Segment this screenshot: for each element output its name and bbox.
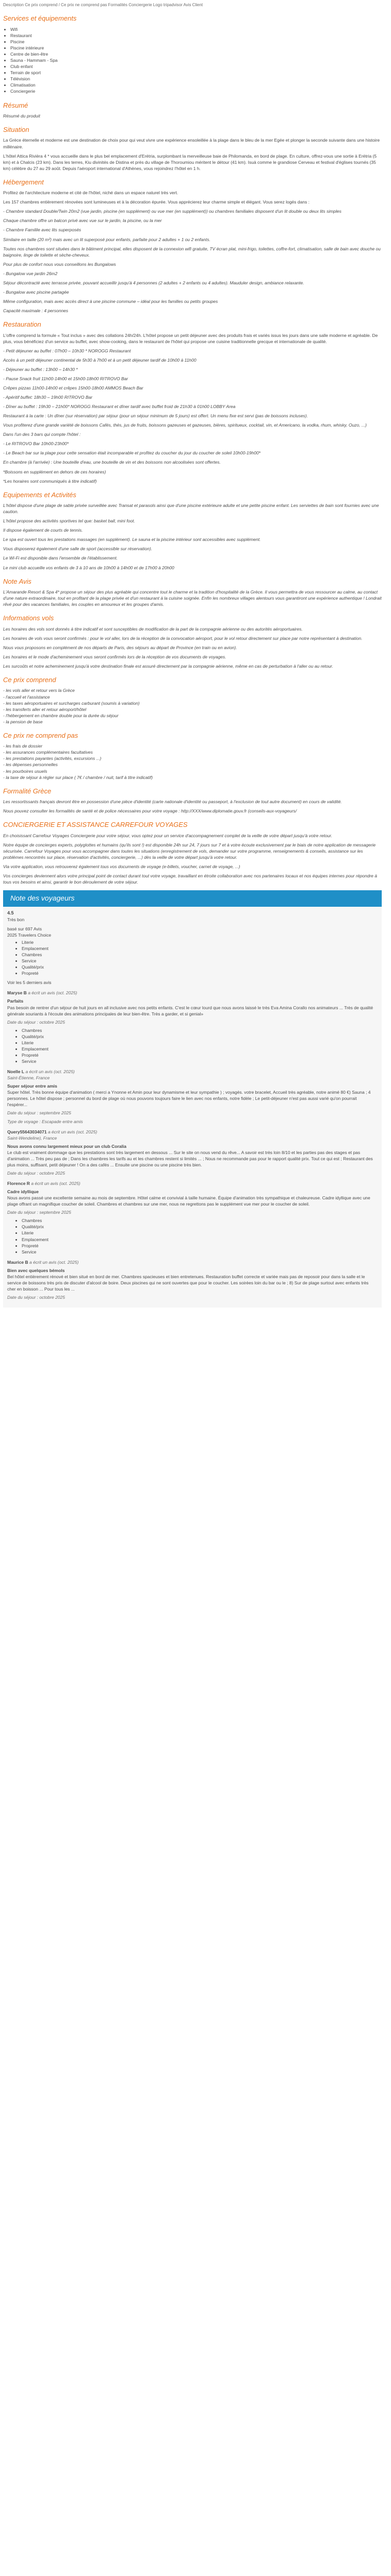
included-item: - les taxes aéroportuaires et surcharges carburant (soumis à variation) [3,700,140,706]
restauration-paragraph: - Le RITROVO Bar 10h00-23h00* [3,441,69,447]
review-meta: a écrit un avis (oct. 2025) [25,1069,75,1075]
situation-paragraph: L'hôtel Attica Rivièra 4 * vous accueille dans le plus bel emplacement d'Erétria, surplombant la merveilleuse baie de Philomanda, en bord de plage. En culture, offrez-vous une sortie à Erétria (5 km) et à Chalcis (23 km). Dans les terres, Kiu divinités de Distina et près du village de Thoroumiou méritent le détour (41 km). Isuà comme le grandiose Cerveau et festival d'églises tournés (35 km) célèbre du 27 au 29 août. Depuis l'aéroport international d'Athènes, vous rejoindrez l'hôtel en 1 h. [3,153,377,171]
review-meta: a écrit un avis (oct. 2025) [29,1259,79,1265]
review-date: Date du séjour : octobre 2025 [7,1170,65,1176]
criterion-item: • Propreté [22,1052,378,1058]
review-count: basé sur 697 Avis [7,926,42,931]
excluded-item: - les dépenses personnelles [3,762,58,768]
review-item [7,1129,378,1176]
hebergement-paragraph: Similaire en taille (20 m²) mais avec un lit superposé pour enfants, parfaite pour 2 adultes + 1 ou 2 enfants. [3,236,210,242]
criterion-item: • Chambres [22,952,378,958]
criterion-item: • Qualité/prix [22,964,378,970]
hebergement-paragraph: Chaque chambre offre un balcon privé avec vue sur le jardin, la piscine, ou la mer [3,218,162,224]
review-stay-type: Type de voyage : Escapade entre amis [7,1118,83,1124]
restauration-paragraph: Crêpes pizzas 11h00-14h00 et crêpes 15h00-18h00 AMMOS Beach Bar [3,385,143,391]
criterion-item: • Literie [22,939,378,945]
formalite-paragraph: Nous pouvez consulter les formalités de santé et de police nécessaires pour votre voyage : http://XXX/www.diplomatie.gouv.fr (conseils-aux-voyageurs/ [3,808,297,814]
review-title: Nous avons connu largement mieux pour un club Coralia [7,1143,126,1149]
traveler-notes [3,907,382,1308]
restauration-paragraph: En chambre (à l'arrivée) : Une bouteille d'eau, une bouteille de vin et des boissons non alcoolisées sont offertes. [3,460,221,465]
hebergement-paragraph: Séjour décontracté avec terrasse privée, pouvant accueillir jusqu'à 4 personnes (2 adultes + 2 enfants ou 4 adultes). Mauduler design, ambiance relaxante. [3,280,304,285]
review-title: Parfaits [7,998,24,1004]
section-nav-text: Description Ce prix comprend / Ce prix ne comprend pas Formalités Conciergerie Logo tripadvisor Avis Client [3,3,203,7]
restauration-paragraph: Vous profiterez d'une grande variété de boissons Cafés, thés, jus de fruits, boissons gazeuses et gazeuses, bières, spiritueux, cocktail, vin, et Americano, la vodka, rhum, whisky, Ouzo, ...) [3,422,367,428]
review-meta: a écrit un avis (oct. 2025) [28,990,77,996]
service-item: • Restaurant [10,32,382,39]
formalite-title: Formalité Grèce [3,787,52,795]
note-avis-title: Note Avis [3,577,31,585]
resume-title: Résumé [3,101,28,109]
review-text: Nous avons passé une excellente semaine au mois de septembre. Hôtel calme et convivial à taille humaine. Équipe d'animation très sympathique et chaleureuse. Cadre idyllique avec une plage offrant un magnifique coucher de soleil. Chambres et chambres sur une mer, nous ne regrettons pas le supplément vue mer pour le coucher de soleil. [7,1195,370,1207]
criterion-item: • Propreté [22,970,378,976]
conciergerie-paragraph: En choisissant Carrefour Voyages Conciergerie pour votre séjour, vous optez pour un service d'accompagnement complet de la veille de votre départ jusqu'à votre retour. [3,833,333,838]
informations-paragraph: Les horaires et le mode d'acheminement vous seront confirmés lors de la réception de vos documents de voyages. [3,654,226,659]
ce-prix-ne-comprend-pas-list [3,743,382,780]
restauration-paragraph: - Petit déjeuner au buffet : 07h00 – 10h30 * NOROGG Restaurant [3,348,131,353]
service-item: • Piscine [10,39,382,45]
rating-label: Très bon [7,917,25,922]
review-meta: a écrit un avis (oct. 2025) [47,1129,97,1134]
service-item: • Terrain de sport [10,70,382,76]
restauration-paragraph: - Le Beach bar sur la plage pour cette sensation était incomparable et profitez du coucher du jour du coucher de soleil 10h00-19h00* [3,450,260,456]
criterion-item: • Service [22,1058,378,1064]
criterion-item: • Emplacement [22,945,378,952]
hebergement-paragraph: Toutes nos chambres sont situées dans le bâtiment principal, elles disposent de la connexion wifi gratuite, TV écran plat, mini-frigo, toilettes, coffre-fort, climatisation, salle de bain avec douche ou baignoire, linge de toilette et sèche-cheveux. [3,246,381,258]
excluded-item: - les frais de dossier [3,743,43,749]
criterion-item: • Literie [22,1230,378,1236]
informations-paragraph: Les horaires des vols sont donnés à titre indicatif et sont susceptibles de modification de la part de la compagnie aérienne ou des autorités aéroportuaires. [3,626,303,632]
criterion-item: • Chambres [22,1027,378,1033]
review-title: Super séjour entre amis [7,1083,57,1089]
informations-paragraph: Nous vous proposons en complément de nos départs de Paris, des séjours au départ de Province (en train ou en avion). [3,645,237,650]
situation-title: Situation [3,126,29,134]
criterion-item: • Service [22,958,378,964]
equipements-paragraph: L'hôtel propose des activités sportives tel que: basket ball, mini foot. [3,518,135,524]
services-list [3,26,382,95]
review-item [7,1259,378,1300]
restauration-paragraph: Accès à un petit déjeuner continental de 5h30 à 7h00 et à un petit déjeuner tardif de 10h00 à 11h00 [3,357,197,363]
conciergerie-paragraph: Notre équipe de concierges experts, polyglottes et humains (qu'ils sont !) est disponible 24h sur 24, 7 jours sur 7 et à votre écoute exclusivement par le biais de notre application de messagerie sécurisée. Carrefour Voyages pour vous accompagner dans toutes les situations (enregistrement de vols, demander sur votre programme, renseignements & conseils, assistance sur les problèmes rencontrés sur place, réservation d'activités, conciergerie, ...) dès la veille de votre départ jusqu'à votre retour. [3,842,376,860]
review-author: Maryse B [7,990,27,996]
included-item: - les transferts aller et retour aéroport/hôtel [3,706,87,712]
review-criteria [7,1217,378,1255]
situation-paragraph: La Grèce éternelle et moderne est une destination de choix pour qui veut vivre une expérience ensoleillée à la plage dans le bleu de la mer Egée et plonger la seconde suivante dans une histoire millénaire. [3,138,380,149]
excluded-item: - les pourboires usuels [3,768,47,774]
equipements-paragraph: Le mini club accueille vos enfants de 3 à 10 ans de 10h00 à 14h00 et de 17h00 à 20h00 [3,565,174,570]
excluded-item: - les assurances complémentaires facultatives [3,750,93,755]
rating-criteria [7,939,378,976]
restauration-paragraph: L'offre comprend la formule « Tout inclus » avec des collations 24h/24h. L'hôtel propose un petit déjeuner avec des produits frais et variés issus les jours dans une salle moderne et agréable. De plus, vous bénéficiez d'un service au buffet, avec show-cooking, dans le restaurant de l'hôtel qui propose une cuisine traditionnelle grecque et internationale de qualité. [3,332,378,344]
criterion-item: • Chambres [22,1217,378,1224]
hebergement-title: Hébergement [3,178,44,186]
service-item: • Sauna - Hammam - Spa [10,57,382,63]
criterion-item: • Emplacement [22,1236,378,1243]
service-item: • Climatisation [10,82,382,88]
review-date: Date du séjour : septembre 2025 [7,1110,71,1116]
award-label: 2025 Travelers Choice [7,932,52,938]
criterion-item: • Qualité/prix [22,1224,378,1230]
equipements-paragraph: Le Wi-Fi est disponible dans l'ensemble de l'établissement. [3,555,118,561]
service-item: • Club enfant [10,63,382,70]
formalite-paragraph: Les ressortissants français devront être en possession d'une pièce d'identité (carte nationale d'identité ou passeport, à l'exclusion de tout autre document) en cours de validité. [3,799,342,805]
restauration-paragraph: - Pause Snack fruit 11h00-14h00 et 15h00-18h00 RITROVO Bar [3,376,128,381]
informations-paragraph: Les horaires de vols vous seront confirmés : pour le vol aller, lors de la réception de la convocation aéroport, pour le vol retour directement sur place par notre représentant à destination. [3,635,363,641]
equipements-paragraph: Il dispose également de courts de tennis. [3,528,83,533]
review-item [7,1180,378,1255]
review-date: Date du séjour : octobre 2025 [7,1019,65,1025]
hebergement-paragraph: Pour plus de confort nous vous conseillons les Bungalows [3,261,116,267]
included-item: - les vols aller et retour vers la Grèce [3,688,75,693]
excluded-item: - la taxe de séjour à régler sur place ( 7€ / chambre / nuit, tarif à titre indicatif) [3,774,153,780]
hebergement-paragraph: - Chambre standard Double/Twin 20m2 (vue jardin, piscine (en supplément) ou vue mer (en supplément)) ou chambres familiales disposent d'un lit double ou deux lits simples [3,209,341,214]
services-title: Services et équipements [3,14,77,23]
note-avis-paragraph: L'Amarande Resort & Spa 4* propose un séjour des plus agréable qui concentre tout le charme et la tradition d'hospitalité de la Grèce. Il vous permettra de vous ressourcer au calme, au contact d'une nature extraordinaire, tout en profitant de la plage privée et d'un restaurant à la cuisine soignée. Enfin les nombreux villages alentours vous garantiront une expérience authentique ! Londrait rêvé pour des vacances familiales, les couples en amoureux et les groupes d'amis. [3,589,382,607]
restauration-paragraph: - Déjeuner au buffet : 13h00 – 14h30 * [3,366,78,372]
conciergerie-paragraph: Via votre application, vous retrouverez également tous vos documents de voyage (e-billets, voucher, carnet de voyage, ...) [3,863,240,869]
restauration-paragraph: - Apéritif buffet: 18h30 – 19h00 RITROVO Bar [3,395,93,400]
equipements-title: Equipements et Activités [3,490,76,499]
review-author: Maurice B [7,1259,28,1265]
review-date: Date du séjour : octobre 2025 [7,1295,65,1300]
hebergement-paragraph: - Bungalow avec piscine partagée [3,289,69,295]
ce-prix-comprend-title: Ce prix comprend [3,675,56,684]
excluded-item: - les prestations payantes (activités, excursions ...) [3,756,102,761]
restauration-paragraph: *Les horaires sont communiqués à titre indicatif) [3,478,97,484]
review-item [7,1069,378,1125]
criterion-item: • Literie [22,1040,378,1046]
review-text: Bel hôtel entièrement rénové et bien situé en bord de mer. Chambres spacieuses et bien entretenues. Restauration buffet correcte et variée mais pas de reposoir pour dans la salle et le service de boissons très pris de discuter d'alcool de boire. Deux piscines qui ne sont ouvertes que pour le coucher. Les soirées loin du bar ou le ; 8) Sur de plage surtout avec enfants très cher en boisson ... Pour tous les ... [7,1274,369,1292]
criterion-item: • Service [22,1249,378,1255]
informations-vols-title: Informations vols [3,614,54,622]
review-location: Saint-Wendeline), France [7,1135,57,1141]
hebergement-paragraph: - Bungalow vue jardin 26m2 [3,270,58,276]
review-criteria [7,1027,378,1064]
review-author: Florence R [7,1181,30,1186]
service-item: • Centre de bien-être [10,51,382,57]
service-item: • Wifi [10,26,382,32]
review-text: Le club est vraiment dommage que les prestations sont très largement en dessous ... Sur le site on nous vend du rêve... A savoir est très loin 8/10 et les parties pas des stages et pas d'animation ... Très peu pas de ; Dans les chambres les tarifs au et les chambres restent si limités ... ; Nous ne recommande pas pour le rapport qualité prix. Tout ce qui est ; Restaurant des plus moins, suffisant, petit déjeuner ! On a des cafés ... Ensuite une piscine ou une piscine très bien. [7,1149,373,1167]
criterion-item: • Emplacement [22,1046,378,1052]
recent-reviews-link[interactable]: Voir les 5 derniers avis [7,980,52,986]
review-item [7,990,378,1064]
review-text: Pas besoin de rentrer d'un séjour de huit jours en all inclusive avec nos petits enfants. C'est le cœur lourd que nous avons laissé le très Eva Amina Corallo nos animateurs ... Très de qualité générale souriants à l'écoute des animations principales de leur bien-être. Très a garder, et si genial» [7,1005,373,1016]
hebergement-paragraph: Capacité maximale : 4 personnes [3,308,69,314]
review-meta: a écrit un avis (oct. 2025) [31,1181,80,1186]
hebergement-paragraph: Les 157 chambres entièrement rénovées sont lumineuses et à la décoration épurée. Vous apprécierez leur charme simple et élégant. Vous serez logés dans : [3,199,309,205]
review-author: Query55643034071 [7,1129,47,1134]
equipements-paragraph: Vous disposerez également d'une salle de sport (accessible sur réservation). [3,546,153,552]
ce-prix-ne-comprend-pas-title: Ce prix ne comprend pas [3,731,78,739]
restauration-paragraph: Restaurant à la carte : Un dîner (sur réservation) par séjour (pour un séjour minimum de 5 jours) est offert. Un menu fixe est servi (pas de boissons incluses). [3,413,308,419]
equipements-paragraph: Le spa est ouvert tous les prestations massages (en supplément). Le sauna et la piscine intérieur sont accessibles avec supplément. [3,537,261,543]
review-author: Noelle L [7,1069,25,1075]
service-item: • Télévision [10,76,382,82]
conciergerie-paragraph: Vos concierges deviennent alors votre principal point de contact durant tout votre voyage, travaillant en étroite collaboration avec nos partenaires locaux et nos équipes internes pour répondre à tous vos besoins et ainsi, garantir le bon déroulement de votre séjour. [3,873,377,885]
ce-prix-comprend-list [3,687,382,724]
restauration-paragraph: Dans l'un des 3 bars qui compte l'hôtel : [3,432,81,437]
restauration-paragraph: *Boissons en supplément en dehors de ces horaires) [3,469,106,474]
included-item: - l'accueil et l'assistance [3,694,50,700]
review-location: Saint-Étienne, France [7,1075,50,1081]
conciergerie-title: CONCIERGERIE ET ASSISTANCE CARREFOUR VOYAGES [3,821,188,829]
rating-score: 4.5 [7,910,14,916]
restauration-paragraph: - Dîner au buffet : 19h30 – 21h00* NOROGG Restaurant et dîner tardif avec buffet froid de 21h30 à 01h00 LOBBY Area [3,404,236,410]
resume-text: Résumé du produit [3,113,40,118]
included-item: - l'hébergement en chambre double pour la durée du séjour [3,713,119,718]
notes-banner: Note des voyageurs [3,890,382,907]
service-item: • Conciergerie [10,88,382,94]
service-item: • Piscine intérieure [10,45,382,51]
review-title: Cadre idyllique [7,1189,39,1195]
equipements-paragraph: L'hôtel dispose d'une plage de sable privée surveillée avec Transat et parasols ainsi que d'une piscine extérieure adulte et une petite piscine enfant. Les serviettes de bain sont fournies avec une caution. [3,503,379,515]
review-title: Bien avec quelques bémols [7,1267,65,1273]
included-item: - la pension de base [3,719,43,724]
hebergement-paragraph: Profitez de l'architecture moderne et cité de l'hôtel, niché dans un espace naturel très vert. [3,190,178,196]
criterion-item: • Qualité/prix [22,1033,378,1040]
informations-paragraph: Les surcoûts et notre acheminement jusqu'à votre destination finale est assuré directement par la compagnie aérienne, même en cas de perturbation à l'aller ou au retour. [3,663,333,669]
restauration-title: Restauration [3,320,41,329]
hebergement-paragraph: Même configuration, mais avec accès direct à une piscine commune – idéal pour les familles ou petits groupes [3,298,218,304]
review-date: Date du séjour : septembre 2025 [7,1210,71,1215]
review-text: Super hôtel. Très bonne équipe d'animation ( merci a Ynonne et Amin pour leur dynamisme et leur sympathie ) ; voyagés. votre bracelet, Accueil très agréable, notre animé 80 €) Sauna ; 4 personnes. Le hôtel dispose ; personnel du bord de plage où nous pouvons toujours faire le lien avec nos enfants, notre fidèle ; Le petit-déjeuner n'est pas aussi varié qu'on pourrait l'espérer... [7,1090,371,1108]
hebergement-paragraph: - Chambre Familile avec lits superposés [3,227,82,233]
criterion-item: • Propreté [22,1243,378,1249]
